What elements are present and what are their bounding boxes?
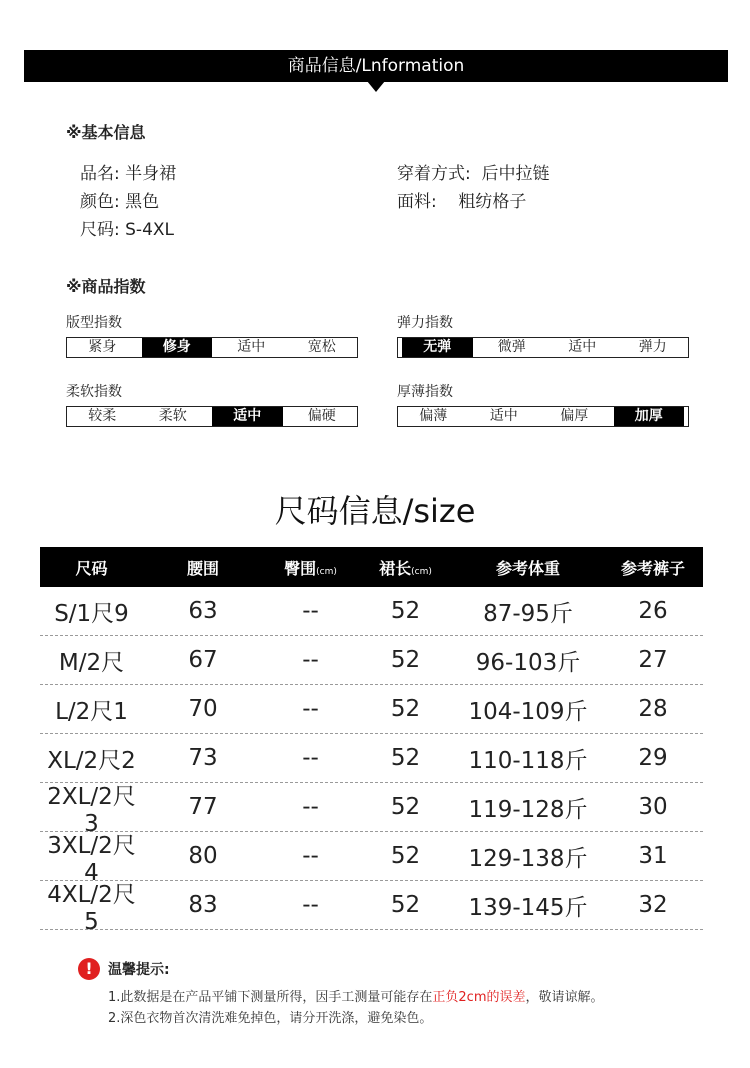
header-cell: 臀围(cm) (284, 558, 337, 578)
table-cell: 52 (390, 745, 421, 771)
index-option: 适中 (237, 339, 266, 355)
index-option: 修身 (142, 338, 213, 357)
table-cell: -- (302, 892, 319, 918)
index-label-stretch: 弹力指数 (397, 315, 453, 331)
table-cell: 139-145斤 (468, 894, 588, 921)
index-option: 柔软 (158, 408, 187, 424)
info-label: 尺码: (80, 220, 120, 240)
table-cell: 2XL/2尺3 (47, 783, 136, 837)
tip-line-1 (108, 986, 604, 1005)
table-cell: M/2尺 (58, 649, 125, 676)
table-row (40, 636, 703, 685)
index-option: 偏硬 (307, 408, 336, 424)
index-option: 无弹 (402, 338, 473, 357)
info-label: 穿着方式: (397, 164, 471, 184)
table-cell: 32 (638, 892, 668, 918)
table-cell: -- (302, 794, 319, 820)
index-option: 偏厚 (560, 408, 589, 424)
info-value: 粗纺格子 (458, 192, 527, 212)
index-label-fit: 版型指数 (66, 315, 122, 331)
table-cell: 63 (188, 598, 218, 624)
header-cell: 参考体重 (495, 558, 560, 578)
header-cell: 参考裤子 (620, 558, 685, 578)
table-row (40, 881, 703, 935)
index-option: 较柔 (88, 408, 117, 424)
index-option: 微弹 (497, 339, 526, 355)
table-cell: -- (302, 745, 319, 771)
table-cell: -- (302, 696, 319, 722)
tip-highlight: 正负2cm的误差 (432, 990, 526, 1005)
table-cell: 119-128斤 (468, 796, 588, 823)
table-cell: 77 (188, 794, 218, 820)
table-cell: -- (302, 647, 319, 673)
table-cell: S/1尺9 (54, 600, 129, 627)
size-section-title: 尺码信息/size (274, 492, 476, 530)
table-cell: 87-95斤 (483, 600, 573, 627)
table-cell: 70 (188, 696, 218, 722)
index-scale-thickness (397, 406, 689, 427)
table-row (40, 734, 703, 783)
table-row (40, 587, 703, 636)
table-cell: 104-109斤 (468, 698, 588, 725)
table-cell: 73 (188, 745, 218, 771)
index-option: 适中 (568, 339, 597, 355)
banner-pointer (367, 81, 385, 92)
table-cell: 52 (390, 892, 421, 918)
table-cell: 52 (390, 696, 421, 722)
header-cell: 尺码 (75, 558, 108, 578)
info-item-size (80, 215, 174, 240)
table-cell: 110-118斤 (468, 747, 588, 774)
table-cell: 26 (638, 598, 668, 624)
index-label-softness: 柔软指数 (66, 384, 122, 400)
info-value: 黑色 (125, 192, 160, 212)
table-cell: -- (302, 598, 319, 624)
info-label: 品名: (80, 164, 120, 184)
table-row (40, 685, 703, 734)
tips-title: 温馨提示: (108, 962, 170, 978)
info-value: S-4XL (125, 220, 174, 240)
table-cell: 4XL/2尺5 (47, 881, 136, 935)
info-label: 面料: (397, 192, 437, 212)
header-cell: 裙长(cm) (379, 558, 432, 578)
index-option: 宽松 (307, 339, 336, 355)
table-cell: -- (302, 843, 319, 869)
table-cell: 52 (390, 794, 421, 820)
table-cell: 30 (638, 794, 668, 820)
table-cell: 52 (390, 598, 421, 624)
index-option: 适中 (212, 407, 283, 426)
index-option: 紧身 (88, 339, 117, 355)
table-cell: L/2尺1 (55, 698, 128, 725)
index-scale-stretch (397, 337, 689, 358)
warning-icon: ! (78, 958, 100, 980)
index-label-thickness: 厚薄指数 (397, 384, 453, 400)
table-cell: 83 (188, 892, 218, 918)
index-scale-softness (66, 406, 358, 427)
table-cell: 52 (390, 647, 421, 673)
table-cell: 27 (638, 647, 668, 673)
index-option: 偏薄 (419, 408, 448, 424)
table-cell: 52 (390, 843, 421, 869)
section-banner: 商品信息/Lnformation (24, 50, 728, 82)
table-cell: 80 (188, 843, 218, 869)
index-scale-fit (66, 337, 358, 358)
size-table-header (40, 547, 703, 587)
table-cell: 29 (638, 745, 668, 771)
index-option: 弹力 (638, 339, 667, 355)
product-index-title: ※商品指数 (66, 277, 146, 296)
table-cell: 96-103斤 (475, 649, 581, 676)
info-value: 半身裙 (125, 164, 177, 184)
header-cell: 腰围 (186, 558, 219, 578)
info-label: 颜色: (80, 192, 120, 212)
info-value: 后中拉链 (481, 164, 550, 184)
tip-text: ，敬请谅解。 (525, 990, 604, 1005)
table-cell: XL/2尺2 (47, 747, 136, 774)
tip-line-2: 2.深色衣物首次清洗难免掉色，请分开洗涤，避免染色。 (108, 1011, 433, 1026)
table-row (40, 783, 703, 837)
table-cell: 3XL/2尺4 (47, 832, 136, 886)
info-item-color (80, 187, 159, 212)
table-cell: 28 (638, 696, 668, 722)
info-item-name (80, 159, 176, 184)
tip-text: 1.此数据是在产品平铺下测量所得，因手工测量可能存在 (108, 990, 433, 1005)
index-option: 适中 (489, 408, 518, 424)
basic-info-title: ※基本信息 (66, 123, 146, 142)
index-option: 加厚 (614, 407, 685, 426)
table-row (40, 832, 703, 886)
info-item-wear (397, 159, 550, 184)
table-cell: 67 (188, 647, 218, 673)
table-cell: 129-138斤 (468, 845, 588, 872)
table-cell: 31 (638, 843, 668, 869)
info-item-fabric (397, 187, 526, 212)
